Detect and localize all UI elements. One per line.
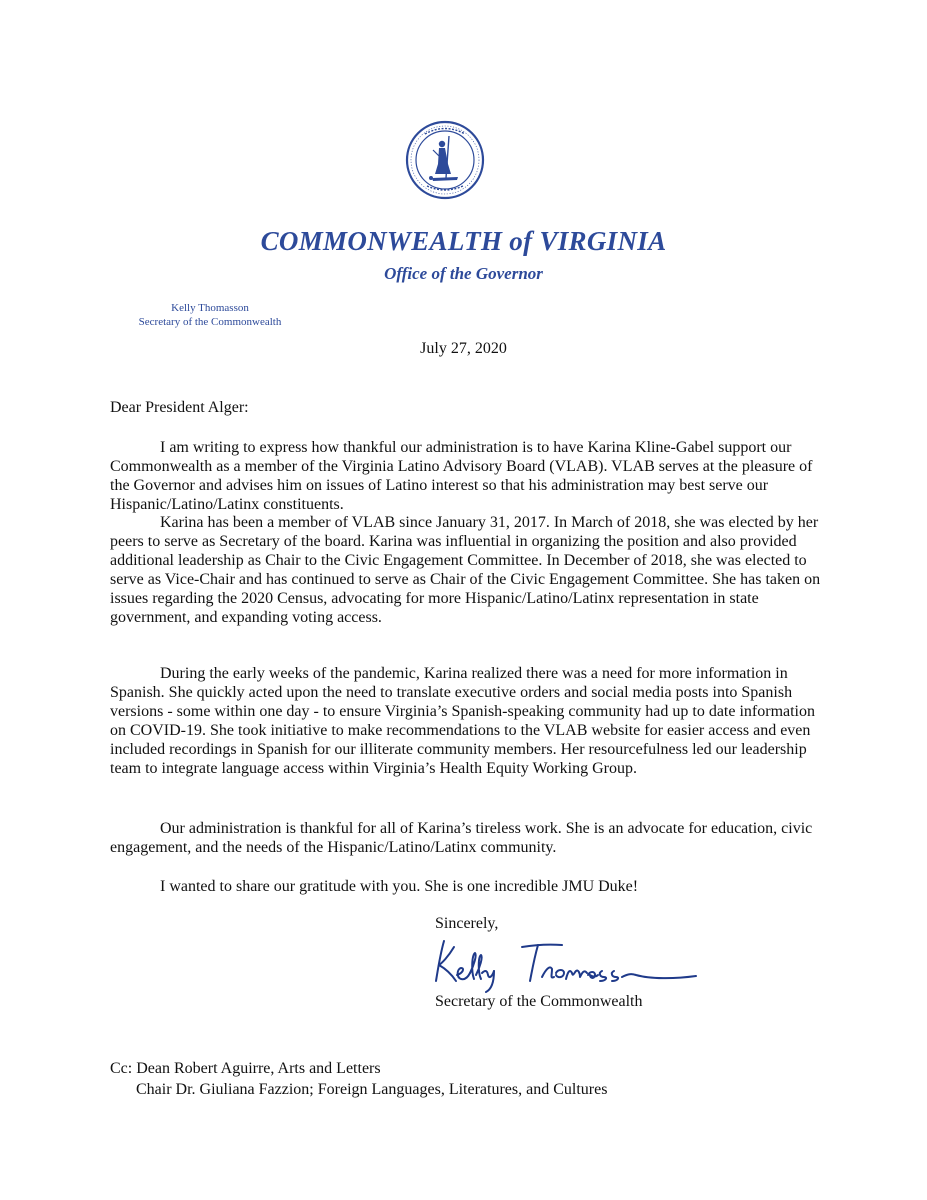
paragraph: During the early weeks of the pandemic, Karina realized there was a need for more information in Spanish. She quickly acted upon the need to translate executive orders and social media posts into Spanish versions - some within one day - to ensure Virginia’s Spanish-speaking community had up to date information on COVID-19. She took initiative to make recommendations to the VLAB website for easier access and even included recordings in Spanish for our illiterate community members. Her resourcefulness led our leadership team to integrate language access within Virginia’s Health Equity Working Group. bbox=[110, 665, 815, 777]
cc-line: Chair Dr. Giuliana Fazzion; Foreign Languages, Literatures, and Cultures bbox=[136, 1081, 608, 1098]
handwritten-signature bbox=[430, 935, 700, 993]
letterhead-title: COMMONWEALTH of VIRGINIA bbox=[260, 226, 667, 256]
paragraph: Our administration is thankful for all of Karina’s tireless work. She is an advocate for education, civic engagement, and the needs of the Hispanic/Latino/Latinx community. bbox=[110, 820, 813, 856]
cc-line: Cc: Dean Robert Aguirre, Arts and Letters bbox=[110, 1060, 381, 1077]
valediction: Sincerely, bbox=[435, 915, 499, 932]
paragraph: Karina has been a member of VLAB since January 31, 2017. In March of 2018, she was elected by her peers to serve as Secretary of the board. Karina was influential in organizing the position and also provided additional leadership as Chair to the Civic Engagement Committee. In December of 2018, she was elected to serve as Vice-Chair and has continued to serve as Chair of the Civic Engagement Committee. She has taken on issues regarding the 2020 Census, advocating for more Hispanic/Latino/Latinx representation in state government, and expanding voting access. bbox=[110, 514, 821, 626]
signer-title: Secretary of the Commonwealth bbox=[435, 993, 643, 1010]
sender-title: Secretary of the Commonwealth bbox=[138, 316, 282, 328]
sender-name: Kelly Thomasson bbox=[171, 302, 249, 314]
letterhead-subtitle: Office of the Governor bbox=[384, 264, 543, 283]
salutation: Dear President Alger: bbox=[110, 399, 249, 416]
paragraph: I wanted to share our gratitude with you. She is one incredible JMU Duke! bbox=[160, 878, 639, 895]
letter-date: July 27, 2020 bbox=[420, 340, 507, 357]
virginia-state-seal bbox=[405, 120, 485, 200]
paragraph: I am writing to express how thankful our administration is to have Karina Kline-Gabel support our Commonwealth as a member of the Virginia Latino Advisory Board (VLAB). VLAB serves at the pleasure of the Governor and advises him on issues of Latino interest so that his administration may best serve our Hispanic/Latino/Latinx constituents. bbox=[110, 439, 813, 513]
